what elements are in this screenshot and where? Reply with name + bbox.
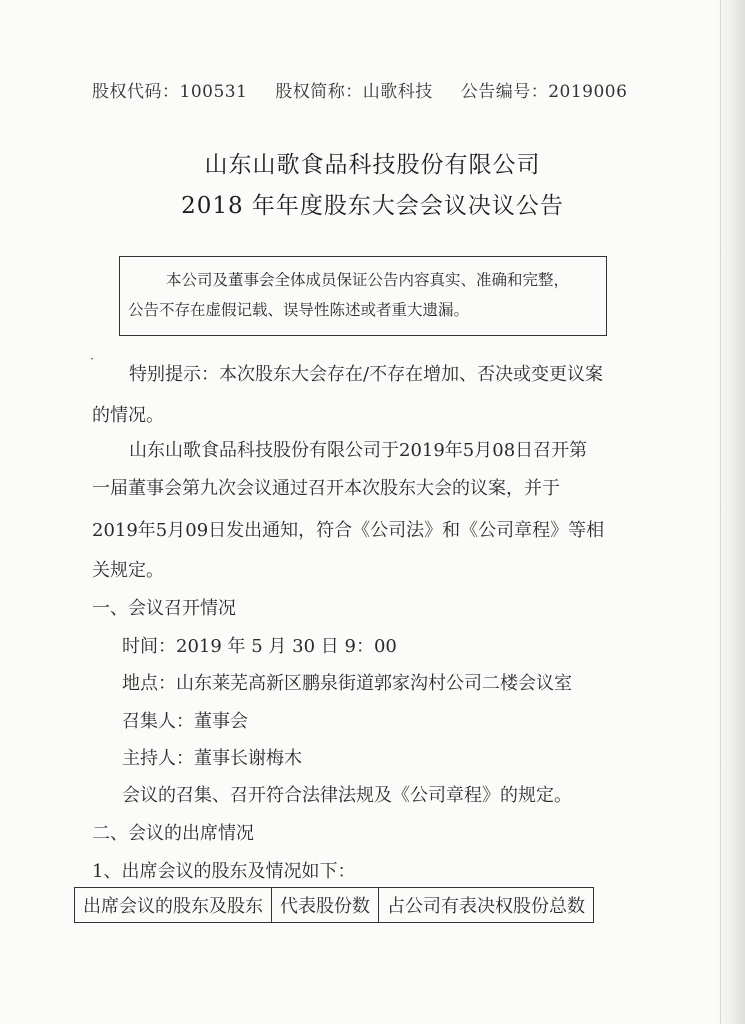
attendance-table	[74, 887, 594, 923]
disclaimer-line-2: 公告不存在虚假记载、误导性陈述或者重大遗漏。	[128, 301, 470, 319]
section-1-heading: 一、会议召开情况	[92, 598, 236, 619]
announcement-meta	[92, 77, 649, 102]
section-2-subheading: 1、出席会议的股东及情况如下：	[92, 861, 356, 882]
table-header-cell: 代表股份数	[272, 888, 379, 923]
section-2-heading: 二、会议的出席情况	[92, 823, 254, 844]
special-tip-line-1: 特别提示：本次股东大会存在/不存在增加、否决或变更议案	[129, 364, 604, 385]
equity-code: 股权代码：100531	[92, 82, 248, 102]
table-header-cell: 占公司有表决权股份总数	[379, 888, 594, 923]
intro-line-1: 山东山歌食品科技股份有限公司于2019年5月08日召开第	[129, 440, 588, 461]
table-header-cell: 出席会议的股东及股东	[75, 888, 272, 923]
disclaimer-line-1: 本公司及董事会全体成员保证公告内容真实、准确和完整，	[166, 271, 570, 289]
company-title: 山东山歌食品科技股份有限公司	[204, 152, 541, 178]
intro-line-2: 一届董事会第九次会议通过召开本次股东大会的议案，并于	[92, 478, 560, 499]
table-header-row	[75, 888, 594, 923]
disclaimer-box	[119, 256, 607, 336]
notice-number: 公告编号：2019006	[460, 82, 628, 102]
intro-line-3: 2019年5月09日发出通知，符合《公司法》和《公司章程》等相	[92, 520, 605, 541]
special-tip-line-2: 的情况。	[92, 405, 164, 426]
meeting-compliance: 会议的召集、召开符合法律法规及《公司章程》的规定。	[122, 785, 572, 806]
meeting-time: 时间：2019 年 5 月 30 日 9：00	[122, 636, 397, 657]
meeting-host: 主持人：董事长谢梅木	[122, 748, 302, 769]
announcement-title: 2018 年年度股东大会会议决议公告	[181, 193, 564, 219]
intro-line-4: 关规定。	[92, 560, 164, 581]
meeting-place: 地点：山东莱芜高新区鹏泉街道郭家沟村公司二楼会议室	[122, 673, 572, 694]
equity-short-name: 股权简称：山歌科技	[275, 82, 433, 102]
meeting-convener: 召集人：董事会	[122, 711, 248, 732]
scan-speck: ·	[90, 352, 94, 366]
